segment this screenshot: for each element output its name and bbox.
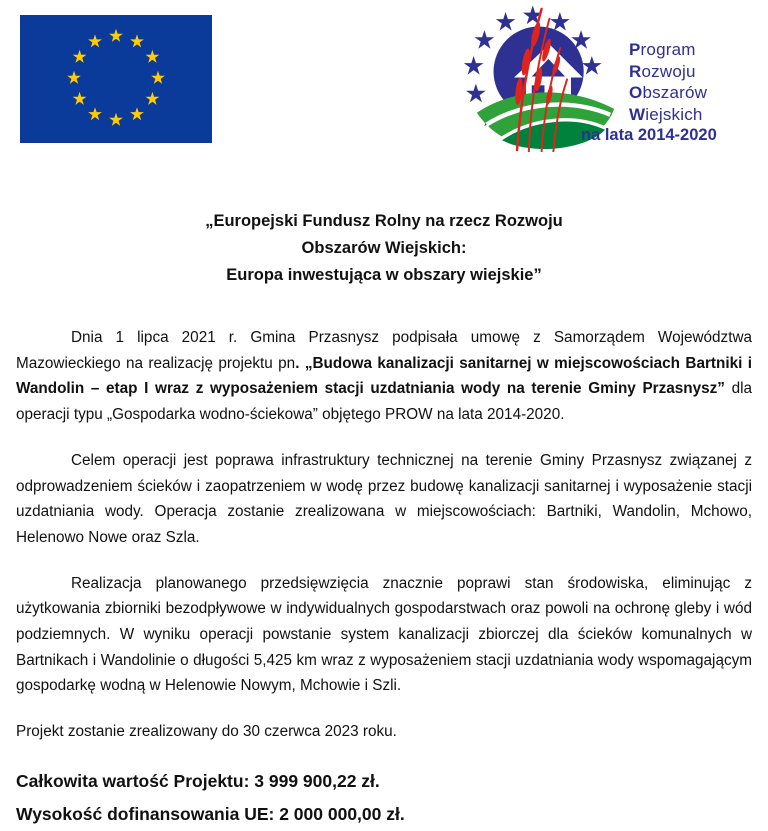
paragraph-text: dla operacji typu „Gospodarka wodno-ściekowa” objętego PROW na lata 2014-2020. [16, 380, 752, 424]
paragraph-text: Projekt zostanie zrealizowany do 30 czerwca 2023 roku. [16, 723, 397, 741]
paragraph [16, 448, 752, 551]
paragraph-text-bold: . „Budowa kanalizacji sanitarnej w miejscowościach Bartniki i Wandolin – etap I wraz z wyposażeniem stacji uzdatniania wody na terenie Gminy Przasnysz” [16, 354, 752, 398]
paragraph-text: Celem operacji jest poprawa infrastruktury technicznej na terenie Gminy Przasnysz związanej z odprowadzeniem ścieków i zaopatrzeniem w wodę przez budowę kanalizacji sanitarnej i wyposażenie stacji uzdatniania wody. Operacja zostanie zrealizowana w miejscowościach: Bartniki, Wandolin, Mchowo, Helenowo Nowe oraz Szla. [16, 451, 752, 546]
eu-flag-icon [20, 15, 212, 143]
paragraph [16, 719, 752, 745]
prow-logo-text-line: Obszarów [629, 83, 708, 102]
total-line: Całkowita wartość Projektu: 3 999 900,22 zł. [16, 770, 380, 791]
prow-logo-text-line: Rozwoju [629, 61, 696, 81]
prow-logo [463, 5, 721, 151]
total-line: Wysokość dofinansowania UE: 2 000 000,00 zł. [16, 803, 405, 824]
document-title-line: „Europejski Fundusz Rolny na rzecz Rozwoju [205, 212, 563, 230]
prow-logo-subtitle: na lata 2014-2020 [581, 126, 717, 144]
prow-logo-text-lines [629, 39, 707, 125]
paragraph-text: Dnia 1 lipca 2021 r. Gmina Przasnysz podpisała umowę z Samorządem Województwa Mazowieckiego na realizację projektu pn [16, 329, 752, 372]
document-header [0, 0, 768, 150]
prow-logo-text-line: Program [629, 40, 696, 59]
paragraph-text: Realizacja planowanego przedsięwzięcia znacznie poprawi stan środowiska, eliminując z użytkowania zbiorniki bezodpływowe w indywidualnych gospodarstwach oraz powoli na ochronę gleby i wód podziemnych. W wyniku operacji powstanie system kanalizacji zbiorczej dla ścieków komunalnych w Bartnikach i Wandolinie o długości 5,425 km wraz z wyposażeniem stacji uzdatniania wody wspomagającym gospodarkę wodną w Helenowie Nowym, Mchowie i Szli. [16, 574, 752, 695]
project-totals [16, 765, 752, 831]
document-title [16, 208, 752, 289]
prow-logo-text-line: Wiejskich [629, 104, 703, 124]
document-title-line: Europa inwestująca w obszary wiejskie” [226, 266, 542, 284]
paragraph [16, 325, 752, 428]
document-body [0, 325, 768, 745]
paragraph [16, 571, 752, 700]
document-title-line: Obszarów Wiejskich: [301, 239, 467, 257]
eu-flag-logo [20, 15, 212, 143]
